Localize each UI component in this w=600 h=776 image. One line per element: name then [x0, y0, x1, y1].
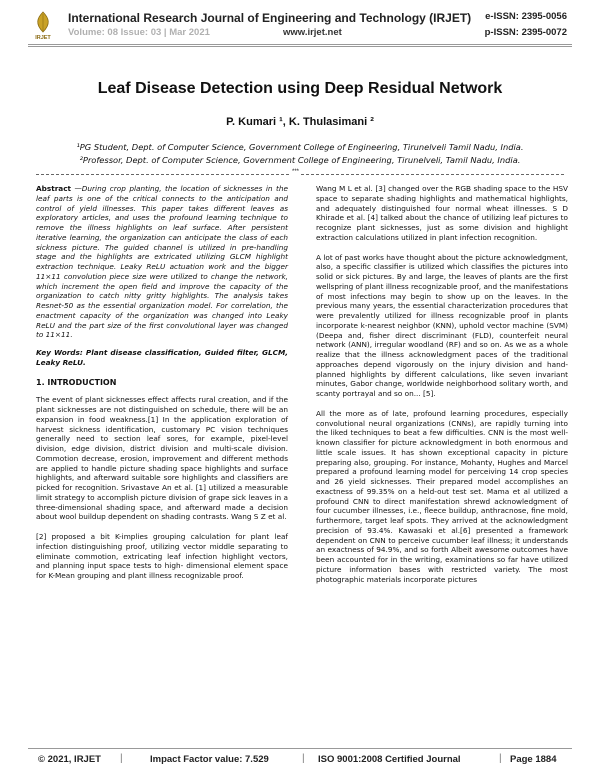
paper-title: Leaf Disease Detection using Deep Residual Network — [97, 80, 503, 97]
footer-impact-factor: Impact Factor value: 7.529 — [150, 754, 269, 765]
paragraph: [2] proposed a bit K-implies grouping calculation for plant leaf infection distinguishing proof, utilizing vector middle separating to eliminate commotion, extricating leaf infection highlight vectors, and planning input space tests to high- dimensional element space for K-Mean grouping and plant illness recognizable proof. — [36, 532, 288, 580]
e-issn: e-ISSN: 2395-0056 — [485, 11, 567, 22]
footer-rule — [28, 748, 572, 749]
header-rule — [28, 44, 572, 45]
volume-issue: Volume: 08 Issue: 03 | Mar 2021 — [68, 27, 210, 38]
abstract — [36, 184, 288, 340]
section-introduction-heading: 1. INTRODUCTION — [36, 377, 117, 387]
separator-mark: *** — [292, 169, 300, 175]
affiliation-1: ¹PG Student, Dept. of Computer Science, Government College of Engineering, Tirunelveli Tamil Nadu, India. — [76, 142, 524, 152]
paper-authors: P. Kumari ¹, K. Thulasimani ² — [226, 116, 374, 128]
footer-copyright: © 2021, IRJET — [38, 754, 101, 765]
left-column — [36, 184, 288, 587]
page-header — [0, 0, 600, 50]
footer-iso: ISO 9001:2008 Certified Journal — [318, 754, 461, 765]
keywords: Key Words: Plant disease classification, Guided filter, GLCM, Leaky ReLU. — [36, 348, 288, 367]
paragraph: Wang M L et al. [3] changed over the RGB shading space to the HSV space to separate shading highlights and mathematical highlights, and adequately distinguished four normal wheat illnesses. S D Khirade et al. [4] talked about the chance of utilizing leaf pictures to recognize plant sicknesses, just as some division and highlight extraction calculations utilized in plant infection recognition. — [316, 184, 568, 242]
footer-page-number: Page 1884 — [510, 754, 557, 765]
irjet-logo — [31, 10, 55, 40]
journal-title: International Research Journal of Engineering and Technology (IRJET) — [68, 11, 472, 25]
paragraph: All the more as of late, profound learning procedures, especially convolutional neural organizations (CNNs), are rapidly turning into the liked techniques to beat a few difficulties. CNN is the most well-known classifier for picture acknowledgment in both enormous and little scale issues. It has shown exceptional capacity in picture preparing also, grouping. For instance, Mohanty, Hughes and Marcel prepared a profound learning model for perceiving 14 crop species and 26 yield sicknesses. Their prepared model accomplishes an exactness of 99.35% on a held-out test set. Mama et al utilized a profound CNN to direct manifestation shrewd acknowledgment of four cucumber illnesses, i.e., fleece buildup, anthracnose, fine mold, furthermore, target leaf spots. They arrived at the acknowledgment precision of 93.4%. Kawasaki et al.[6] presented a framework dependent on CNN to perceive cucumber leaf illness; it understands an exactness of 94.9%, and so forth Albeit awesome outcomes have been accounted for in the writing, examinations so far have utilized picture information bases with restricted variety. The most photographic materials incorporate pictures — [316, 408, 568, 584]
affiliation-2: ²Professor, Dept. of Computer Science, Government College of Engineering, Tirunelveli, Tamil Nadu, India. — [79, 155, 521, 165]
paragraph: A lot of past works have thought about the picture acknowledgment, also, a specific classifier is utilized which classifies the pictures into solid or sick pictures. By and large, the leaves of plants are the first wellspring of plant illness recognizable proof, and the manifestations of most infections may begin to show up on the leaves. In the previous many years, the essential characterization procedures that were prevalently utilized for illness recognizable proof in plants incorporate k-nearest neighbor (KNN), uphold vector machine (SVM) (Deepa and, fisher direct discriminant (FLD), counterfeit neural network (ANN), irregular woodland (RF) and so on. As we as a whole realize that the illness acknowledgment paces of the traditional approaches depend vigorously on the injury division and hand-planned highlights by different calculations, like seven invariant minutes, Gabor change, worldwide neighborhood solitary worth, and scanty portrayal and so on... [5]. — [316, 252, 568, 398]
logo-text: IRJET — [35, 35, 51, 40]
abstract-label: Abstract — [36, 184, 72, 193]
journal-website[interactable]: www.irjet.net — [283, 27, 342, 38]
paragraph: The event of plant sicknesses effect affects rural creation, and if the plant sicknesses are not distinguished on schedule, there will be an expansion in food weakness.[1] In the application exploration of harvest sickness identification, customary PC vision techniques generally need to section leaf sores, for example, pixel-level division, edge division, district division and multi-scale division. Commotion decrease, erosion, improvement and different methods are applied to handle picture shading space highlights and surface highlights, and afterward suitable sore highlights and classifiers are picked for recognition. Srivastave An et al. [1] utilized a measurable limit strategy to accomplish picture division of grape sick leaves in a three-dimensional shading space, and afterward made a decision about wool buildup dependent on shading contrasts. Wang S Z et al. — [36, 395, 288, 522]
footer-divider: | — [499, 753, 502, 764]
footer-divider: | — [302, 753, 305, 764]
footer-divider: | — [120, 753, 123, 764]
right-column — [316, 184, 568, 590]
header-rule-2 — [28, 46, 572, 47]
abstract-text: —During crop planting, the location of sicknesses in the leaf parts is one of the critical connects to the anticipation and control of yield illnesses. This paper takes different leaves as exploratory articles, and uses the profound learning technique to remove the illness highlights on leaf surface. After persistent iterative learning, the organization can anticipate the class of each sickness picture. The guided channel is utilized in pre-handling stage and the highlights are extricated utilizing GLCM highlight extraction technique. Leaky ReLU actuation work and the bigger 11×11 convolution piece size were utilized to change the network, which increment the open field and improve the capacity of the organization to catch nitty gritty highlights. The analysis takes Resnet-50 as the essential organization model. For correlation, the enactment capacity of the organization was changed into Leaky ReLU and the part size of the first convolutional layer was changed to 11×11. — [36, 184, 288, 340]
p-issn: p-ISSN: 2395-0072 — [484, 27, 567, 38]
